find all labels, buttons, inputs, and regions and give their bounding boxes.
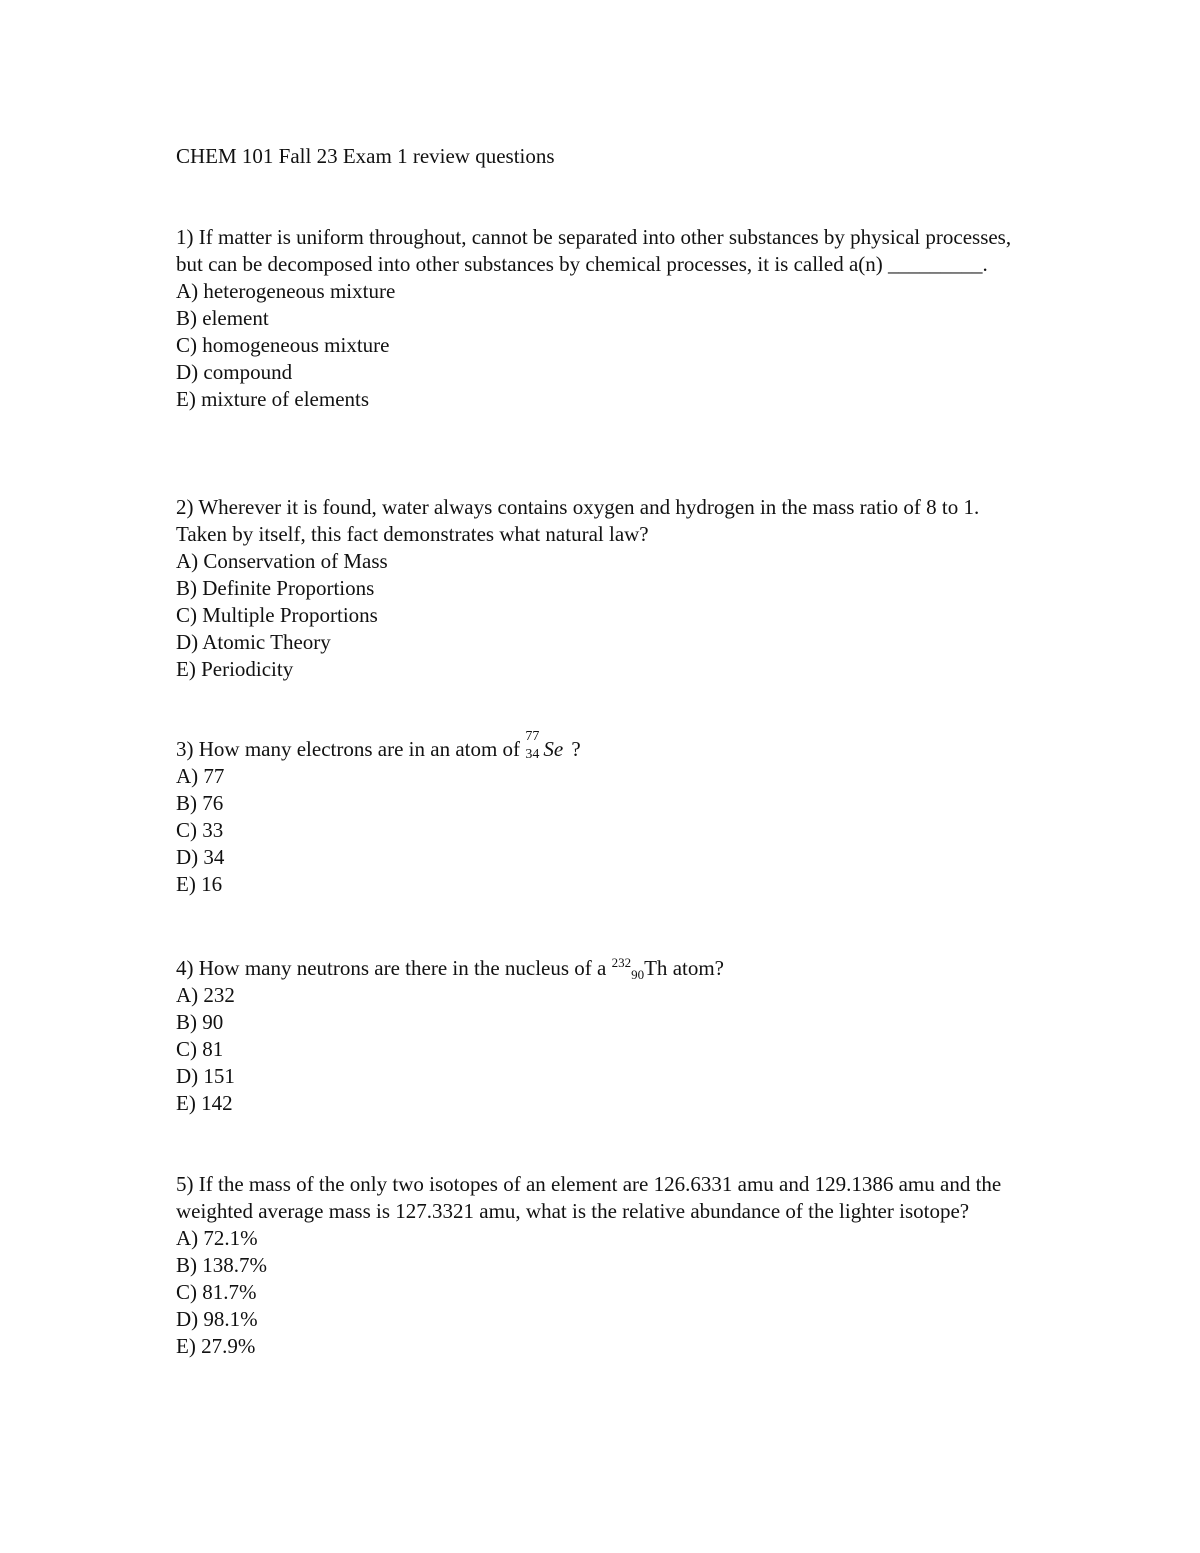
question-1-stem: 1) If matter is uniform throughout, cannot be separated into other substances by physical processes, but can be decomposed into other substances by chemical processes, it is called a(n) _________. [176, 225, 1012, 276]
question-3-stem-suffix: ? [571, 737, 581, 761]
question-1-option-e: E) mixture of elements [176, 387, 370, 411]
question-2-option-d: D) Atomic Theory [176, 630, 331, 654]
question-4 [176, 955, 1026, 1117]
question-4-option-d: D) 151 [176, 1064, 235, 1088]
question-4-option-b: B) 90 [176, 1010, 224, 1034]
question-4-option-c: C) 81 [176, 1037, 224, 1061]
question-1-option-c: C) homogeneous mixture [176, 333, 390, 357]
question-2-option-e: E) Periodicity [176, 657, 294, 681]
question-4-stem-suffix: atom? [667, 956, 724, 980]
document-title: CHEM 101 Fall 23 Exam 1 review questions [176, 144, 555, 168]
question-1-options [176, 278, 1026, 413]
question-4-stem [176, 955, 1026, 982]
question-5-option-b: B) 138.7% [176, 1253, 267, 1277]
question-5-options [176, 1225, 1026, 1360]
thorium-mass-number: 232 [611, 955, 632, 970]
question-5-stem: 5) If the mass of the only two isotopes of an element are 126.6331 amu and 129.1386 amu and the weighted average mass is 127.3321 amu, what is the relative abundance of the lighter isotope? [176, 1172, 1002, 1223]
question-2 [176, 494, 1026, 683]
question-4-options [176, 982, 1026, 1117]
question-3-options [176, 763, 1026, 898]
question-4-option-e: E) 142 [176, 1091, 233, 1115]
question-5-option-a: A) 72.1% [176, 1226, 258, 1250]
question-3-stem-prefix: 3) How many electrons are in an atom of [176, 737, 526, 761]
question-4-stem-prefix: 4) How many neutrons are there in the nucleus of a [176, 956, 612, 980]
question-1-option-a: A) heterogeneous mixture [176, 279, 396, 303]
question-1 [176, 224, 1026, 413]
question-2-option-a: A) Conservation of Mass [176, 549, 388, 573]
question-5-option-e: E) 27.9% [176, 1334, 256, 1358]
question-5-option-c: C) 81.7% [176, 1280, 257, 1304]
question-2-stem: 2) Wherever it is found, water always contains oxygen and hydrogen in the mass ratio of 8 to 1. Taken by itself, this fact demonstrates what natural law? [176, 495, 980, 546]
question-3-option-a: A) 77 [176, 764, 225, 788]
question-3-option-c: C) 33 [176, 818, 224, 842]
question-3-option-d: D) 34 [176, 845, 225, 869]
question-3-stem [176, 729, 1026, 763]
question-2-option-c: C) Multiple Proportions [176, 603, 378, 627]
question-5 [176, 1171, 1026, 1360]
question-3-option-b: B) 76 [176, 791, 224, 815]
nuclide-atomic-number: 34 [525, 747, 540, 762]
question-4-option-a: A) 232 [176, 983, 235, 1007]
question-5-option-d: D) 98.1% [176, 1307, 258, 1331]
question-3 [176, 729, 1026, 898]
nuclide-symbol: Se [543, 737, 564, 761]
thorium-symbol: Th [644, 956, 668, 980]
question-1-option-b: B) element [176, 306, 269, 330]
question-2-option-b: B) Definite Proportions [176, 576, 375, 600]
question-1-option-d: D) compound [176, 360, 293, 384]
nuclide-mass-number: 77 [525, 729, 540, 744]
question-2-options [176, 548, 1026, 683]
question-3-option-e: E) 16 [176, 872, 223, 896]
selenium-nuclide-notation [525, 729, 571, 763]
thorium-atomic-number: 90 [631, 967, 645, 982]
